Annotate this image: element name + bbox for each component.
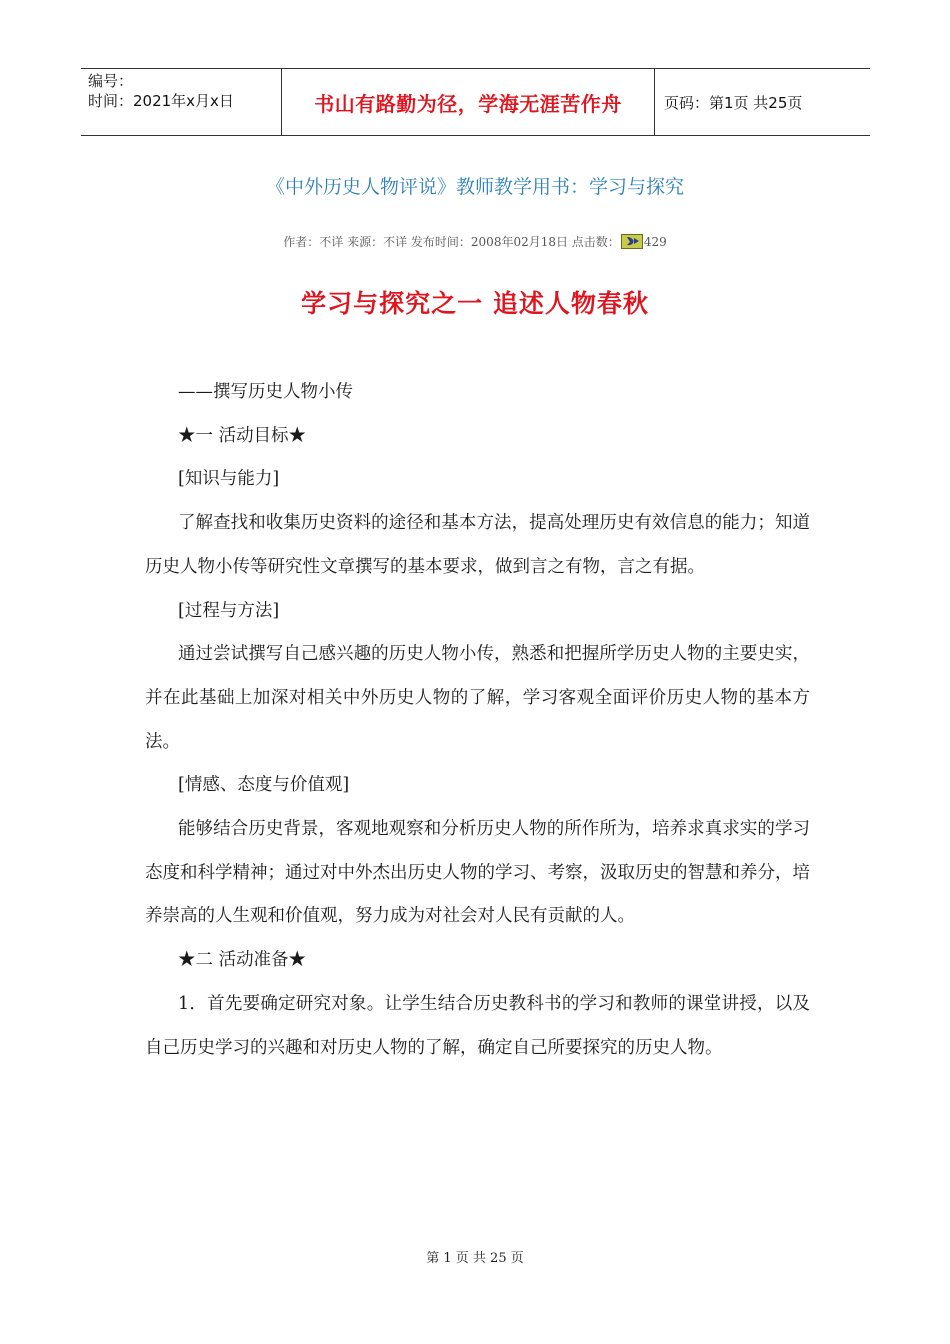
date-label: 时间：2021年x月x日	[88, 92, 234, 110]
subtitle: ——撰写历史人物小传	[178, 382, 353, 402]
section-heading-objectives: ★一 活动目标★	[178, 425, 307, 446]
click-count: 429	[643, 235, 667, 249]
meta-text: 作者：不详 来源：不详 发布时间：2008年02月18日 点击数：	[283, 235, 620, 249]
header-page-info: 页码：第1页 共25页	[664, 93, 803, 112]
number-label: 编号：	[88, 72, 134, 90]
subheading-process: [过程与方法]	[178, 600, 280, 621]
main-title: 学习与探究之一 追述人物春秋	[301, 289, 649, 318]
paragraph-process: 通过尝试撰写自己感兴趣的历史人物小传，熟悉和把握所学历史人物的主要史实，并在此基础上加深对相关中外历史人物的了解，学习客观全面评价历史人物的基本方法。	[145, 644, 810, 752]
paragraph-knowledge: 了解查找和收集历史资料的途径和基本方法，提高处理历史有效信息的能力；知道历史人物小传等研究性文章撰写的基本要求，做到言之有物，言之有据。	[145, 513, 810, 577]
book-title: 《中外历史人物评说》教师教学用书：学习与探究	[265, 176, 684, 198]
click-count-icon	[621, 234, 643, 249]
page-footer: 第 1 页 共 25 页	[426, 1251, 524, 1266]
header-motto: 书山有路勤为径，学海无涯苦作舟	[282, 69, 655, 135]
document-header	[81, 68, 870, 136]
subheading-values: [情感、态度与价值观]	[178, 775, 350, 796]
article-body	[145, 371, 810, 1070]
header-meta-cell	[81, 69, 282, 135]
article-meta	[0, 233, 950, 250]
section-heading-preparation: ★二 活动准备★	[178, 950, 307, 971]
paragraph-prep-item-1: 1．首先要确定研究对象。让学生结合历史教科书的学习和教师的课堂讲授，以及自己历史学习的兴趣和对历史人物的了解，确定自己所要探究的历史人物。	[145, 993, 810, 1058]
paragraph-values: 能够结合历史背景，客观地观察和分析历史人物的所作所为，培养求真求实的学习态度和科学精神；通过对中外杰出历史人物的学习、考察，汲取历史的智慧和养分，培养崇高的人生观和价值观，努力成为对社会对人民有贡献的人。	[145, 819, 810, 927]
subheading-knowledge: [知识与能力]	[178, 469, 280, 490]
